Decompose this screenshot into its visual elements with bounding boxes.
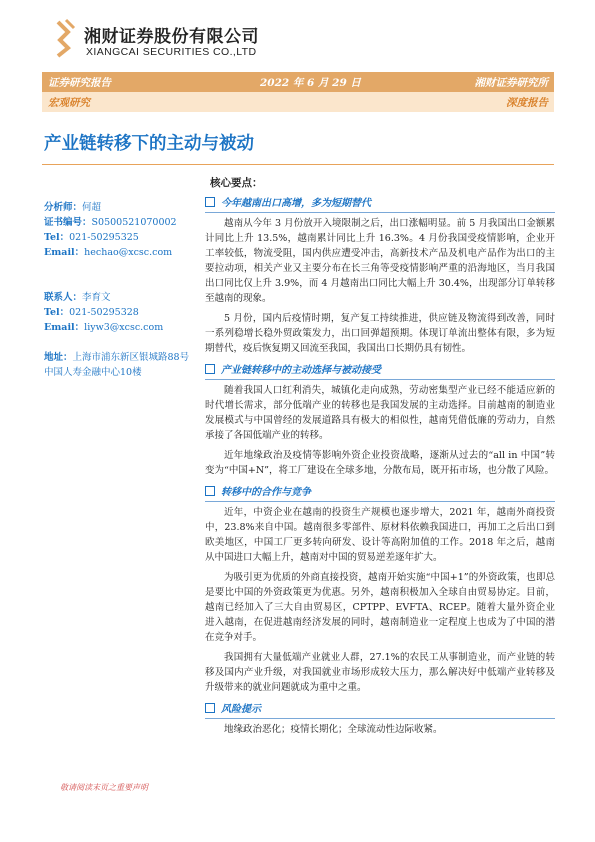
tel2-value: 021-50295328: [69, 307, 139, 318]
section-divider: [205, 718, 555, 719]
analyst-label: 分析师：: [44, 202, 83, 213]
paragraph: 地缘政治恶化；疫情长期化；全球流动性边际收紧。: [224, 724, 443, 735]
address-line-2: 中国人寿金融中心10楼: [44, 367, 142, 378]
section-title: 产业链转移中的主动选择与被动接受: [221, 365, 381, 376]
research-category: 宏观研究: [48, 97, 90, 109]
analyst-name: 何超: [82, 202, 102, 213]
report-subheader-band: [42, 92, 554, 112]
cert-value: S0500521070002: [91, 217, 177, 228]
section-marker-icon: [205, 364, 215, 374]
company-name-en: XIANGCAI SECURITIES CO.,LTD: [86, 46, 257, 58]
tel1-label: Tel：: [44, 232, 70, 243]
email2-link[interactable]: liyw3@xcsc.com: [84, 322, 164, 333]
section-title: 风险提示: [221, 704, 261, 715]
section-cooperation-competition: [205, 483, 555, 695]
contact-label: 联系人：: [44, 292, 83, 303]
section-divider: [205, 212, 555, 213]
paragraph: 为吸引更为优质的外商直接投资，越南开始实施“中国+1”的外资政策，也即总是要比中国的外资政策更为优惠。另外，越南积极加入全球自由贸易协定。目前，越南已经加入了三大自由贸易区，CPTPP、EVFTA、RCEP。随着大量外资企业进入越南，在促进越南经济发展的同时，越南制造业一定程度上也成为了中国的潜在竞争对手。: [205, 572, 555, 643]
address-label: 地址：: [44, 352, 73, 363]
paragraph: 近年，中资企业在越南的投资生产规模也逐步增大，2021 年，越南外商投资中，23.8%来自中国。越南很多零部件、原材料依赖我国进口，再加工之后出口到欧美地区，中国工厂更多转向研发、设计等高附加值的工作。2018 年之后，越南从中国进口大幅上升，越南对中国的贸易逆差逐年扩大。: [205, 507, 555, 563]
email1-link[interactable]: hechao@xcsc.com: [84, 247, 173, 258]
address-line-1: 上海市浦东新区银城路88号: [72, 352, 190, 363]
disclaimer-note: 敬请阅读末页之重要声明: [60, 783, 148, 792]
section-title: 今年越南出口高增，多为短期替代: [221, 198, 371, 209]
paragraph: 近年地缘政治及疫情等影响外资企业投资战略，逐渐从过去的“all in 中国”转变为“中国+N”，将工厂建设在全球多地，分散布局，既开拓市场，也分散了风险。: [205, 450, 555, 476]
company-name-cn: 湘财证券股份有限公司: [84, 27, 259, 47]
summary-content: [205, 175, 555, 742]
page-title: 产业链转移下的主动与被动: [44, 134, 254, 154]
tel2-label: Tel：: [44, 307, 70, 318]
institute-label: 湘财证券研究所: [474, 77, 548, 89]
email2-label: Email：: [44, 322, 85, 333]
report-header-band: [42, 72, 554, 92]
section-marker-icon: [205, 703, 215, 713]
analyst-sidebar: [44, 200, 194, 380]
paragraph: 5 月份，国内后疫情时期，复产复工持续推进，供应链及物流得到改善，同时一系列稳增长稳外贸政策发力，出口回弹超预期。体现订单流出整体有限，多为短期替代，疫后恢复期又回流至我国，我国出口长期仍具有韧性。: [205, 313, 555, 354]
section-marker-icon: [205, 486, 215, 496]
section-vietnam-exports: [205, 194, 555, 356]
summary-heading: 核心要点：: [210, 177, 263, 189]
company-logo-icon: [56, 18, 76, 58]
paragraph: 随着我国人口红利消失，城镇化走向成熟，劳动密集型产业已经不能适应新的时代增长需求，部分低端产业的转移也是我国发展的主动选择。目前越南的制造业发展模式与中国曾经的发展道路具有极大的相似性，越南凭借低廉的劳动力，自然承接了各国低端产业的转移。: [205, 385, 555, 441]
section-divider: [205, 379, 555, 380]
contact-name: 李育文: [82, 292, 111, 303]
section-risk: [205, 700, 555, 737]
tel1-value: 021-50295325: [69, 232, 139, 243]
email1-label: Email：: [44, 247, 85, 258]
report-date: 2022 年 6 月 29 日: [260, 77, 361, 89]
section-industry-transfer: [205, 361, 555, 478]
paragraph: 越南从今年 3 月份放开入境限制之后，出口涨幅明显。前 5 月我国出口金额累计同比上升 13.5%，越南累计同比上升 16.3%。4 月份我国受疫情影响，企业开工率较低，物流受阻，国内供应遭受冲击，高新技术产品及机电产品作为出口的主要拉动项，相关产业又主要分布在长三角等受疫情影响严重的沿海地区，当月我国出口同比仅上升 3.9%，而 4 月越南出口同比大幅上升 30.4%，出现部分订单转移至越南的现象。: [205, 218, 555, 304]
section-marker-icon: [205, 197, 215, 207]
section-divider: [205, 501, 555, 502]
section-title: 转移中的合作与竞争: [221, 487, 311, 498]
report-type-label: 证券研究报告: [48, 77, 111, 89]
report-kind: 深度报告: [506, 97, 548, 109]
cert-label: 证书编号：: [44, 217, 92, 228]
title-divider: [42, 164, 554, 165]
paragraph: 我国拥有大量低端产业就业人群，27.1%的农民工从事制造业，而产业链的转移及国内产业升级，对我国就业市场形成较大压力，那么解决好中低端产业转移及升级带来的就业问题就成为重中之重。: [205, 652, 555, 693]
